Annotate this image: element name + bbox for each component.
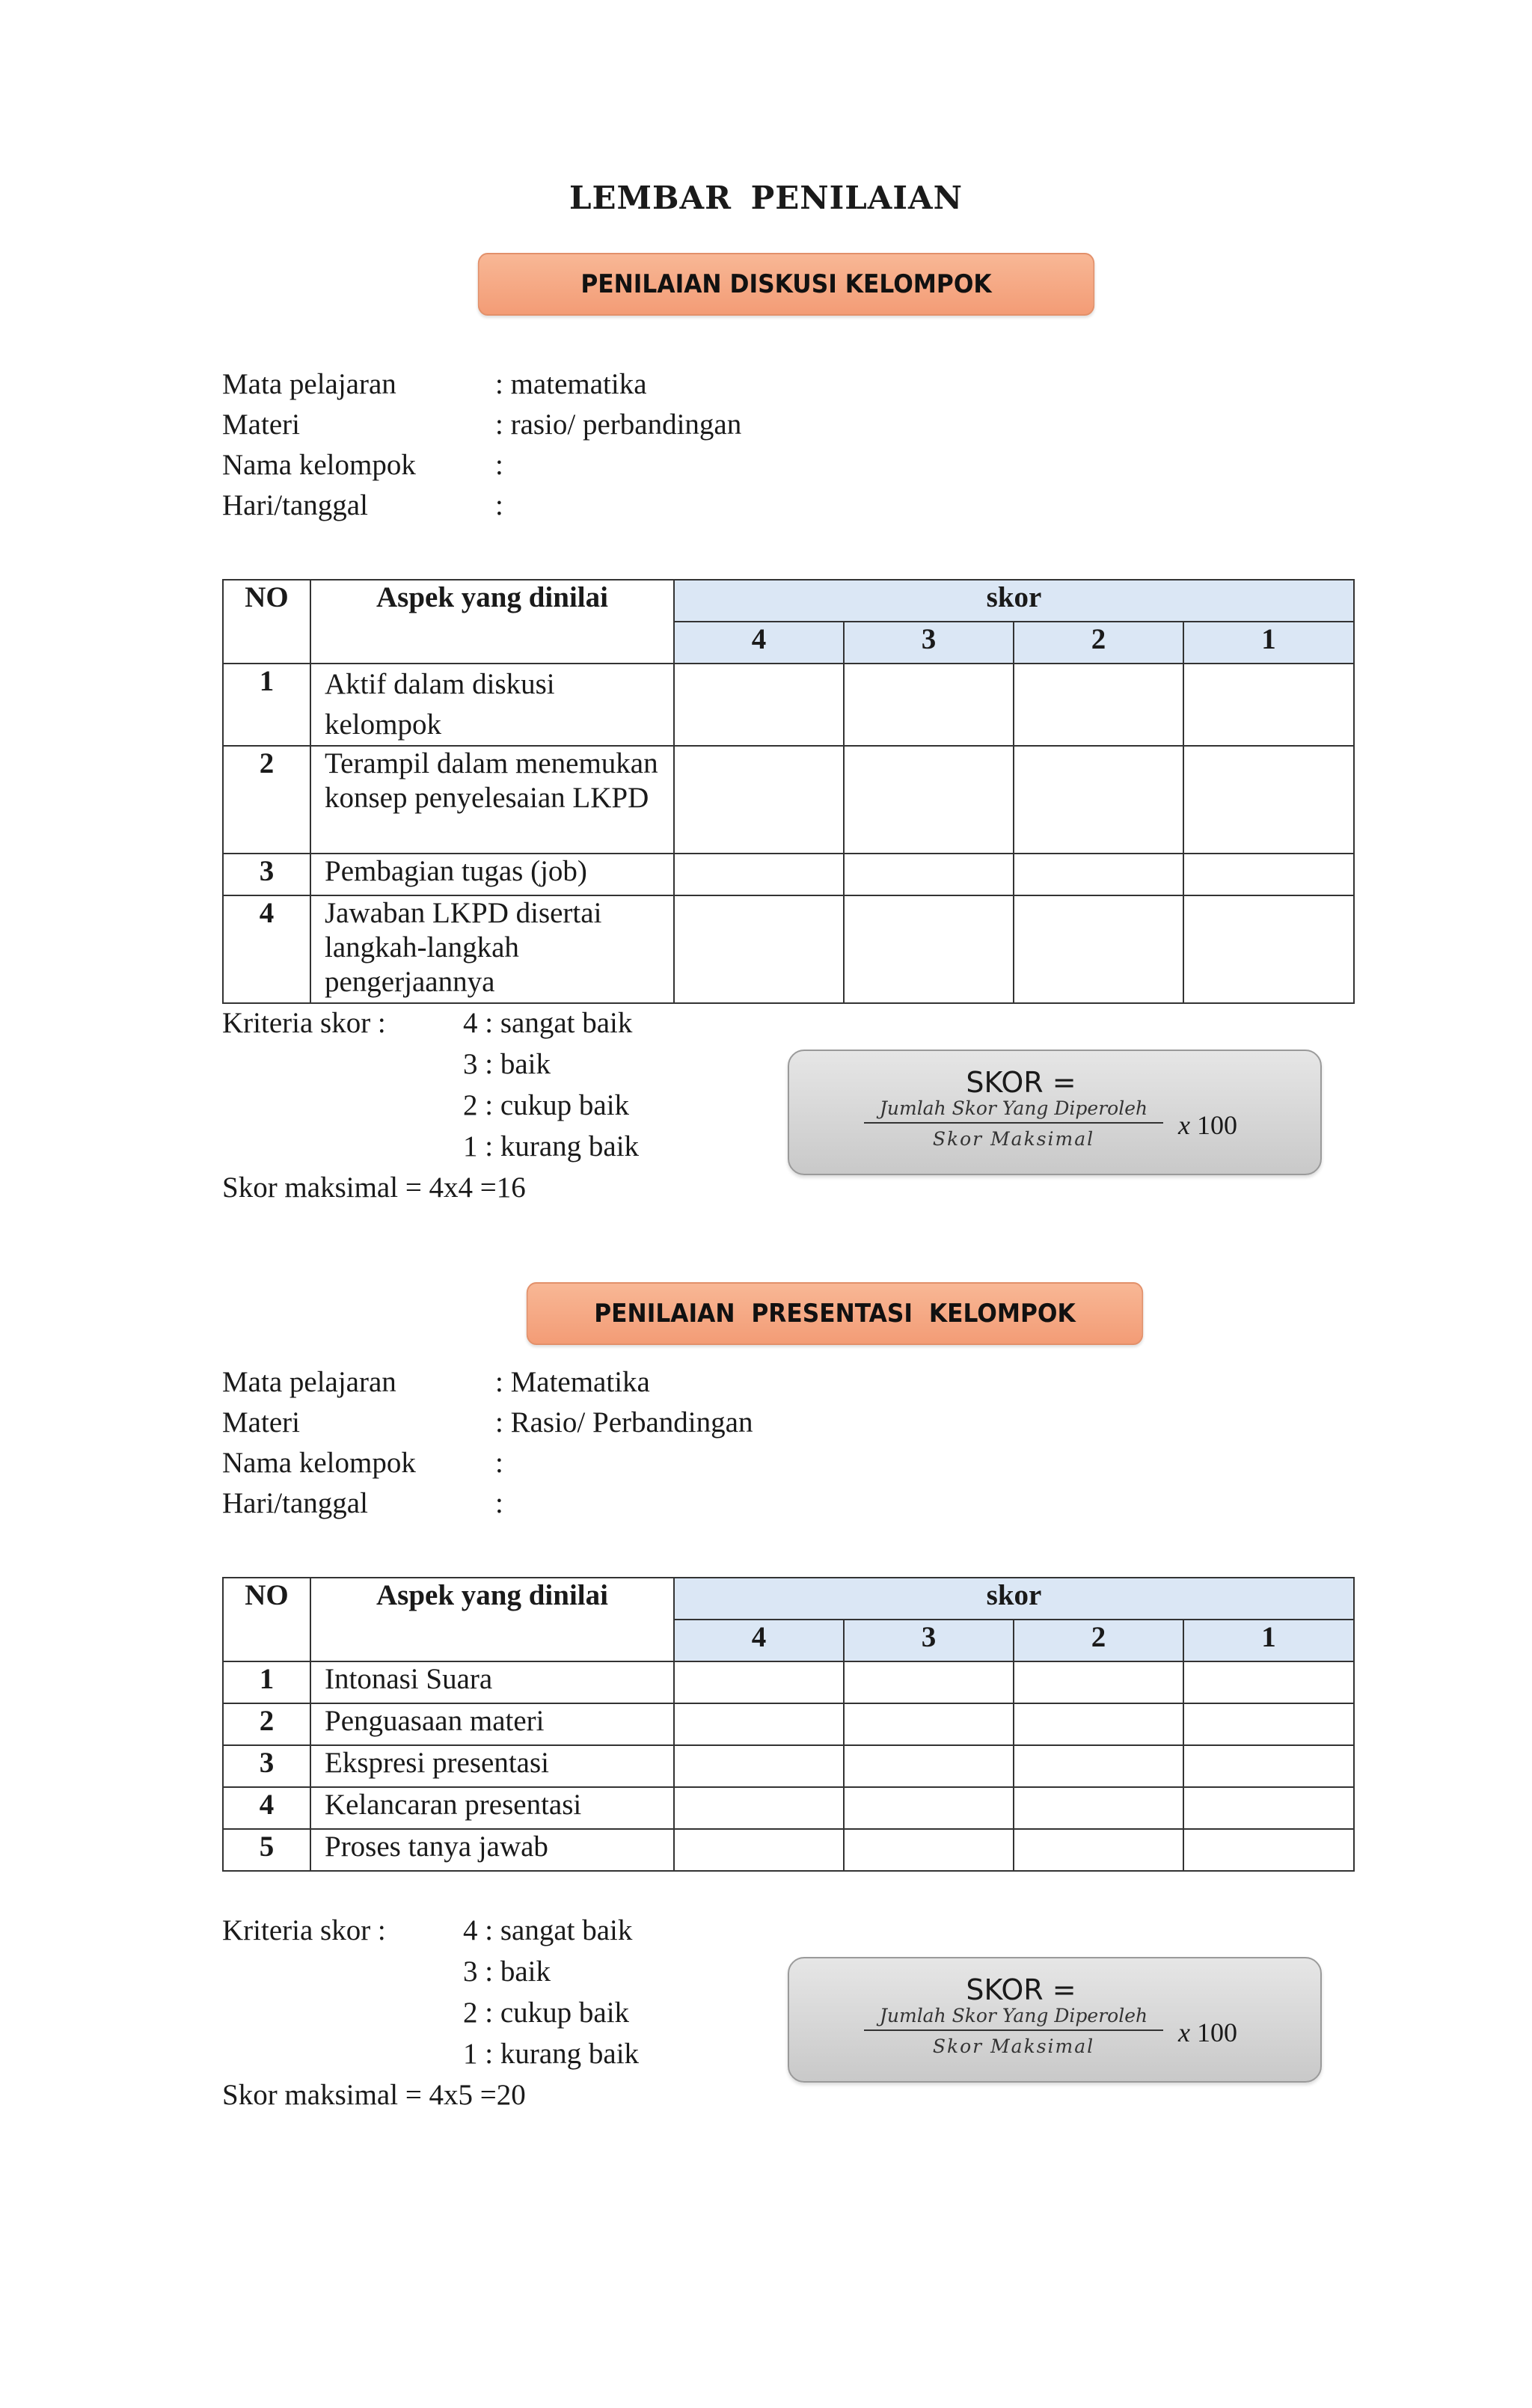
score-cell[interactable] <box>1183 664 1354 746</box>
score-cell[interactable] <box>1183 1661 1354 1703</box>
discussion-score-formula <box>788 1050 1322 1175</box>
table-row <box>223 1745 1354 1787</box>
score-cell[interactable] <box>844 1703 1014 1745</box>
header-score-2: 2 <box>1014 622 1183 664</box>
table-row <box>223 664 1354 746</box>
formula-factor: 100 <box>1196 2018 1237 2047</box>
presentation-banner-text: PENILAIAN PRESENTASI KELOMPOK <box>594 1299 1076 1329</box>
header-aspect: Aspek yang dinilai <box>310 580 674 664</box>
discussion-score-table <box>222 579 1355 1004</box>
row-no: 1 <box>223 1661 310 1703</box>
info-row <box>222 1362 753 1403</box>
info-label: Materi <box>222 408 300 441</box>
info-row <box>222 1403 753 1443</box>
info-value: : <box>495 1447 503 1479</box>
header-no: NO <box>223 1578 310 1661</box>
row-aspect: Pembagian tugas (job) <box>310 854 674 895</box>
info-value: : rasio/ perbandingan <box>495 408 742 441</box>
criteria-item: 1 : kurang baik <box>463 1130 640 1162</box>
info-row <box>222 1483 753 1524</box>
row-aspect: Aktif dalam diskusi kelompok <box>310 664 674 746</box>
info-row <box>222 364 741 405</box>
header-score-1: 1 <box>1183 1620 1354 1661</box>
score-cell[interactable] <box>1183 1745 1354 1787</box>
score-cell[interactable] <box>674 746 844 854</box>
presentation-info <box>222 1362 753 1524</box>
criteria-item: 1 : kurang baik <box>463 2038 640 2070</box>
table-row <box>223 854 1354 895</box>
header-score: skor <box>674 580 1354 622</box>
score-cell[interactable] <box>1183 854 1354 895</box>
score-cell[interactable] <box>674 1829 844 1871</box>
info-row <box>222 405 741 445</box>
score-cell[interactable] <box>1014 1745 1183 1787</box>
info-label: Hari/tanggal <box>222 489 368 521</box>
formula-denominator: Skor Maksimal <box>932 1128 1095 1150</box>
criteria-item: 4 : sangat baik <box>463 1914 633 1946</box>
document-title: LEMBAR PENILAIAN <box>569 180 963 216</box>
score-cell[interactable] <box>674 854 844 895</box>
formula-label: SKOR = <box>966 1066 1076 1099</box>
criteria-item: 3 : baik <box>463 1048 551 1080</box>
discussion-info <box>222 364 741 526</box>
discussion-criteria <box>222 1002 639 1208</box>
row-no: 4 <box>223 1787 310 1829</box>
max-score: Skor maksimal = 4x4 =16 <box>222 1171 526 1204</box>
score-cell[interactable] <box>844 746 1014 854</box>
info-label: Hari/tanggal <box>222 1487 368 1519</box>
row-no: 1 <box>223 664 310 746</box>
score-cell[interactable] <box>1014 895 1183 1003</box>
score-cell[interactable] <box>844 1829 1014 1871</box>
formula-multiplier <box>1178 1109 1237 1141</box>
score-cell[interactable] <box>1183 1787 1354 1829</box>
score-cell[interactable] <box>844 895 1014 1003</box>
score-cell[interactable] <box>1183 746 1354 854</box>
info-value: : Matematika <box>495 1366 650 1398</box>
score-cell[interactable] <box>844 1787 1014 1829</box>
discussion-banner-text: PENILAIAN DISKUSI KELOMPOK <box>580 269 992 299</box>
table-row <box>223 895 1354 1003</box>
header-aspect: Aspek yang dinilai <box>310 1578 674 1661</box>
formula-times: x <box>1178 2018 1190 2047</box>
row-no: 3 <box>223 854 310 895</box>
formula-label: SKOR = <box>966 1973 1076 2006</box>
score-cell[interactable] <box>674 1703 844 1745</box>
score-cell[interactable] <box>1014 1661 1183 1703</box>
info-value: : <box>495 1487 503 1519</box>
presentation-banner <box>527 1282 1143 1345</box>
row-aspect: Kelancaran presentasi <box>310 1787 674 1829</box>
row-no: 5 <box>223 1829 310 1871</box>
row-aspect: Terampil dalam menemukan konsep penyelesaian LKPD <box>310 746 674 854</box>
row-no: 3 <box>223 1745 310 1787</box>
score-cell[interactable] <box>1014 664 1183 746</box>
formula-times: x <box>1178 1110 1190 1140</box>
info-label: Nama kelompok <box>222 1447 416 1479</box>
formula-denominator: Skor Maksimal <box>932 2035 1095 2057</box>
formula-fraction <box>864 1097 1163 1150</box>
table-row <box>223 1703 1354 1745</box>
formula-numerator: Jumlah Skor Yang Diperoleh <box>864 1097 1163 1124</box>
max-score: Skor maksimal = 4x5 =20 <box>222 2079 526 2111</box>
info-row <box>222 1443 753 1483</box>
score-cell[interactable] <box>674 895 844 1003</box>
formula-fraction <box>864 2005 1163 2057</box>
header-score-4: 4 <box>674 1620 844 1661</box>
score-cell[interactable] <box>844 1661 1014 1703</box>
score-cell[interactable] <box>674 1745 844 1787</box>
score-cell[interactable] <box>1183 1703 1354 1745</box>
score-cell[interactable] <box>1014 746 1183 854</box>
score-cell[interactable] <box>674 1661 844 1703</box>
formula-multiplier <box>1178 2017 1237 2048</box>
criteria-item: 2 : cukup baik <box>463 1997 630 2029</box>
score-cell[interactable] <box>844 1745 1014 1787</box>
table-row <box>223 746 1354 854</box>
score-cell[interactable] <box>1014 1829 1183 1871</box>
score-cell[interactable] <box>1014 1703 1183 1745</box>
info-value: : <box>495 449 503 481</box>
info-label: Nama kelompok <box>222 449 416 481</box>
info-value: : <box>495 489 503 521</box>
criteria-label: Kriteria skor : <box>222 1007 386 1039</box>
presentation-score-table <box>222 1577 1355 1872</box>
header-score-1: 1 <box>1183 622 1354 664</box>
header-score-4: 4 <box>674 622 844 664</box>
score-cell[interactable] <box>674 1787 844 1829</box>
criteria-item: 3 : baik <box>463 1955 551 1988</box>
score-cell[interactable] <box>1183 895 1354 1003</box>
score-cell[interactable] <box>844 664 1014 746</box>
score-cell[interactable] <box>1014 854 1183 895</box>
header-score-3: 3 <box>844 1620 1014 1661</box>
info-label: Mata pelajaran <box>222 1366 396 1398</box>
table-row <box>223 1787 1354 1829</box>
score-cell[interactable] <box>844 854 1014 895</box>
row-aspect: Penguasaan materi <box>310 1703 674 1745</box>
criteria-item: 2 : cukup baik <box>463 1089 630 1121</box>
row-aspect: Jawaban LKPD disertai langkah-langkah pengerjaannya <box>310 895 674 1003</box>
criteria-item: 4 : sangat baik <box>463 1007 633 1039</box>
row-aspect: Proses tanya jawab <box>310 1829 674 1871</box>
header-score: skor <box>674 1578 1354 1620</box>
discussion-banner <box>478 253 1094 316</box>
row-no: 2 <box>223 746 310 854</box>
score-cell[interactable] <box>1014 1787 1183 1829</box>
header-score-3: 3 <box>844 622 1014 664</box>
score-cell[interactable] <box>1183 1829 1354 1871</box>
info-row <box>222 445 741 485</box>
row-no: 2 <box>223 1703 310 1745</box>
table-row <box>223 1829 1354 1871</box>
criteria-label: Kriteria skor : <box>222 1914 386 1946</box>
row-no: 4 <box>223 895 310 1003</box>
info-row <box>222 485 741 526</box>
info-label: Materi <box>222 1406 300 1439</box>
presentation-criteria <box>222 1910 639 2116</box>
formula-factor: 100 <box>1196 1110 1237 1140</box>
table-row <box>223 1661 1354 1703</box>
score-cell[interactable] <box>674 664 844 746</box>
presentation-score-formula <box>788 1957 1322 2083</box>
formula-numerator: Jumlah Skor Yang Diperoleh <box>864 2005 1163 2031</box>
header-no: NO <box>223 580 310 664</box>
info-value: : Rasio/ Perbandingan <box>495 1406 753 1439</box>
info-value: : matematika <box>495 368 647 400</box>
row-aspect: Intonasi Suara <box>310 1661 674 1703</box>
header-score-2: 2 <box>1014 1620 1183 1661</box>
info-label: Mata pelajaran <box>222 368 396 400</box>
row-aspect: Ekspresi presentasi <box>310 1745 674 1787</box>
